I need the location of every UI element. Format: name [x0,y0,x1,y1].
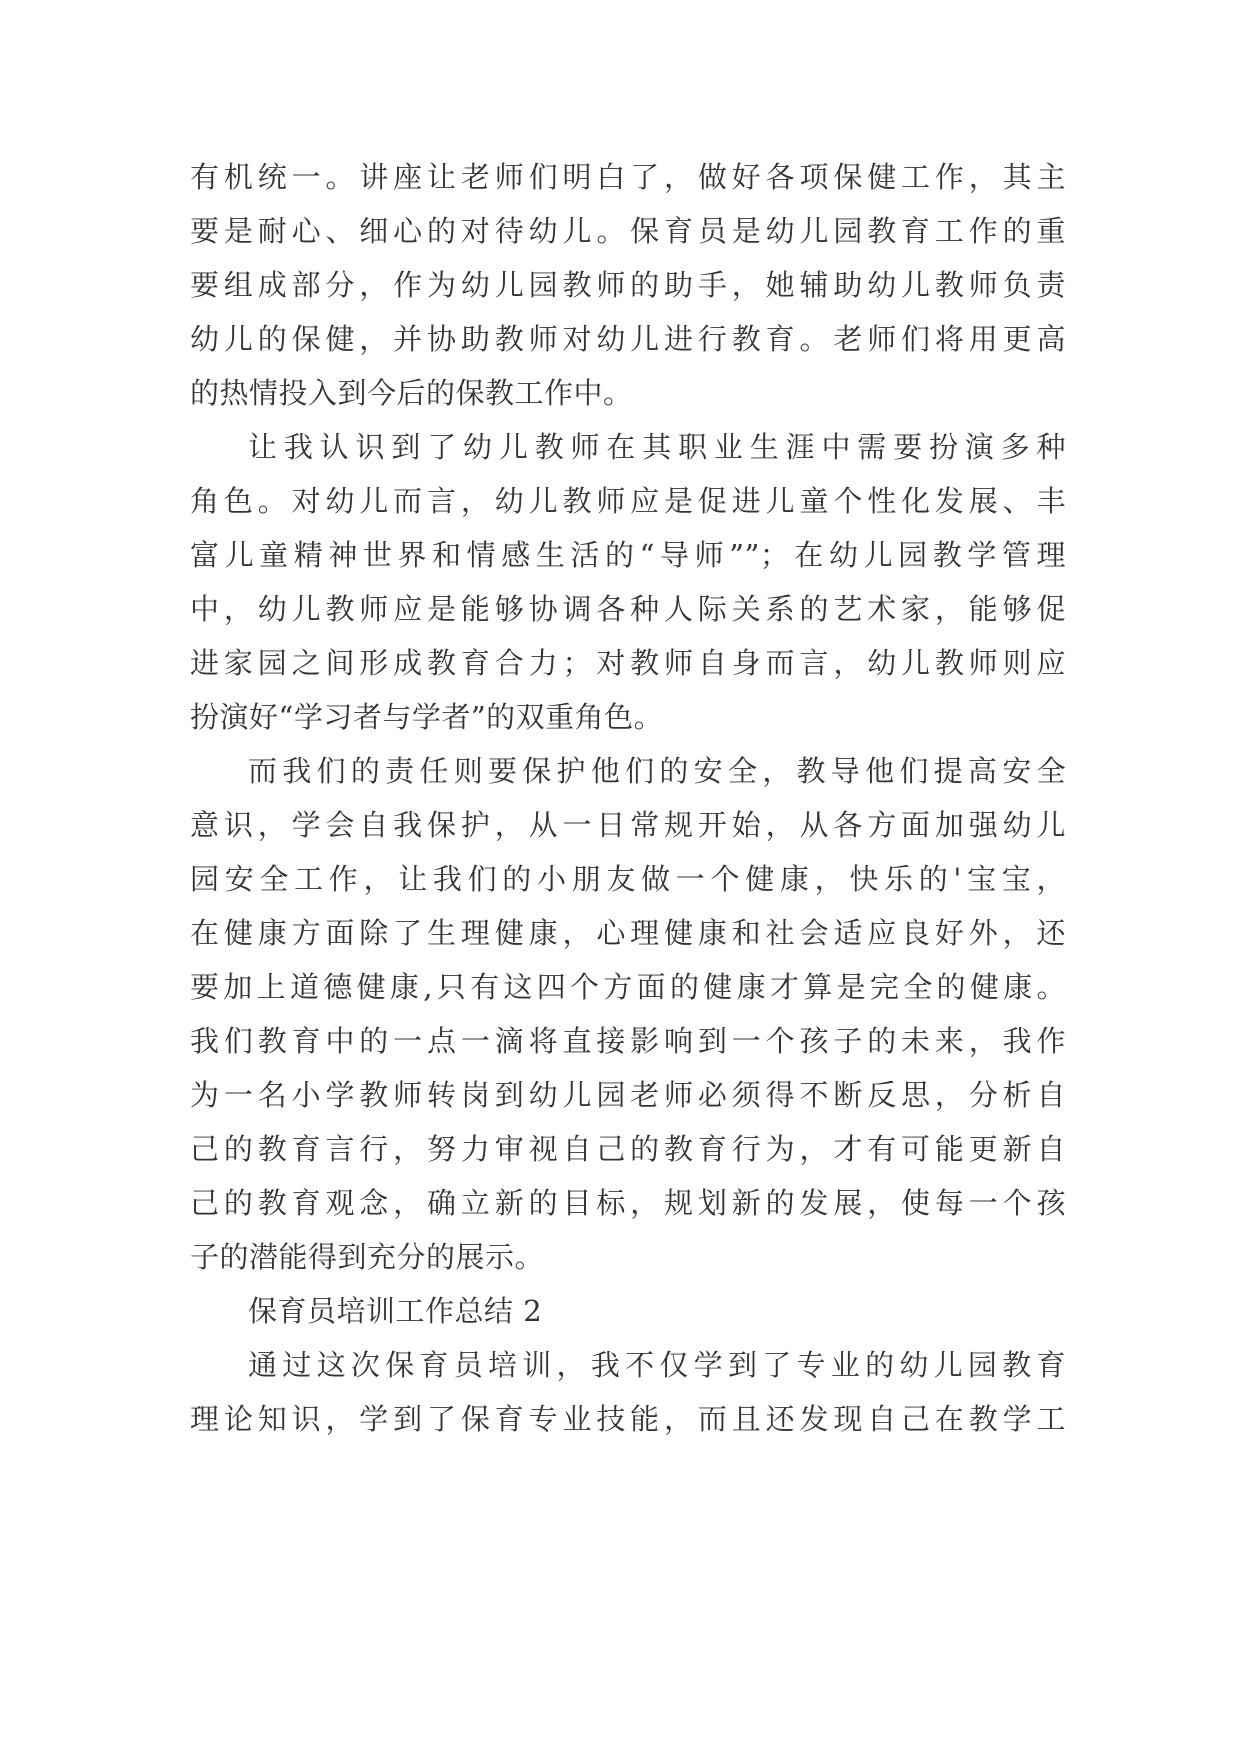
text-line: 进家园之间形成教育合力；对教师自身而言，幼儿教师则应 [190,646,1066,680]
text-line: 己的教育言行，努力审视自己的教育行为，才有可能更新自 [190,1132,1066,1166]
text-line: 中，幼儿教师应是能够协调各种人际关系的艺术家，能够促 [190,592,1066,626]
text-line: 子的潜能得到充分的展示。 [190,1240,545,1274]
paragraph-1 [190,150,1066,420]
text-line: 己的教育观念，确立新的目标，规划新的发展，使每一个孩 [190,1186,1066,1220]
paragraph-2 [190,420,1066,744]
paragraph-4 [190,1338,1066,1446]
text-line: 要组成部分，作为幼儿园教师的助手，她辅助幼儿教师负责 [190,268,1066,302]
text-line: 扮演好“学习者与学者”的双重角色。 [190,700,664,734]
text-line: 在健康方面除了生理健康，心理健康和社会适应良好外，还 [190,916,1066,950]
text-line: 理论知识，学到了保育专业技能，而且还发现自己在教学工 [190,1402,1066,1436]
text-line: 我们教育中的一点一滴将直接影响到一个孩子的未来，我作 [190,1024,1066,1058]
text-line: 的热情投入到今后的保教工作中。 [190,376,633,410]
text-line: 富儿童精神世界和情感生活的“导师””；在幼儿园教学管理 [190,538,1066,572]
text-line: 角色。对幼儿而言，幼儿教师应是促进儿童个性化发展、丰 [190,484,1066,518]
text-line: 而我们的责任则要保护他们的安全，教导他们提高安全 [248,754,1066,788]
text-line: 园安全工作，让我们的小朋友做一个健康，快乐的'宝宝， [190,862,1066,896]
document-body [190,150,1066,1446]
text-line: 让我认识到了幼儿教师在其职业生涯中需要扮演多种 [248,430,1066,464]
section-heading [190,1284,1066,1338]
text-line: 幼儿的保健，并协助教师对幼儿进行教育。老师们将用更高 [190,322,1066,356]
text-line: 意识，学会自我保护，从一日常规开始，从各方面加强幼儿 [190,808,1066,842]
text-line: 有机统一。讲座让老师们明白了，做好各项保健工作，其主 [190,160,1066,194]
text-line: 要是耐心、细心的对待幼儿。保育员是幼儿园教育工作的重 [190,214,1066,248]
text-line: 要加上道德健康,只有这四个方面的健康才算是完全的健康。 [190,970,1066,1004]
text-line: 为一名小学教师转岗到幼儿园老师必须得不断反思，分析自 [190,1078,1066,1112]
paragraph-3 [190,744,1066,1284]
section-heading-text: 保育员培训工作总结 2 [248,1294,543,1328]
text-line: 通过这次保育员培训，我不仅学到了专业的幼儿园教育 [248,1348,1066,1382]
